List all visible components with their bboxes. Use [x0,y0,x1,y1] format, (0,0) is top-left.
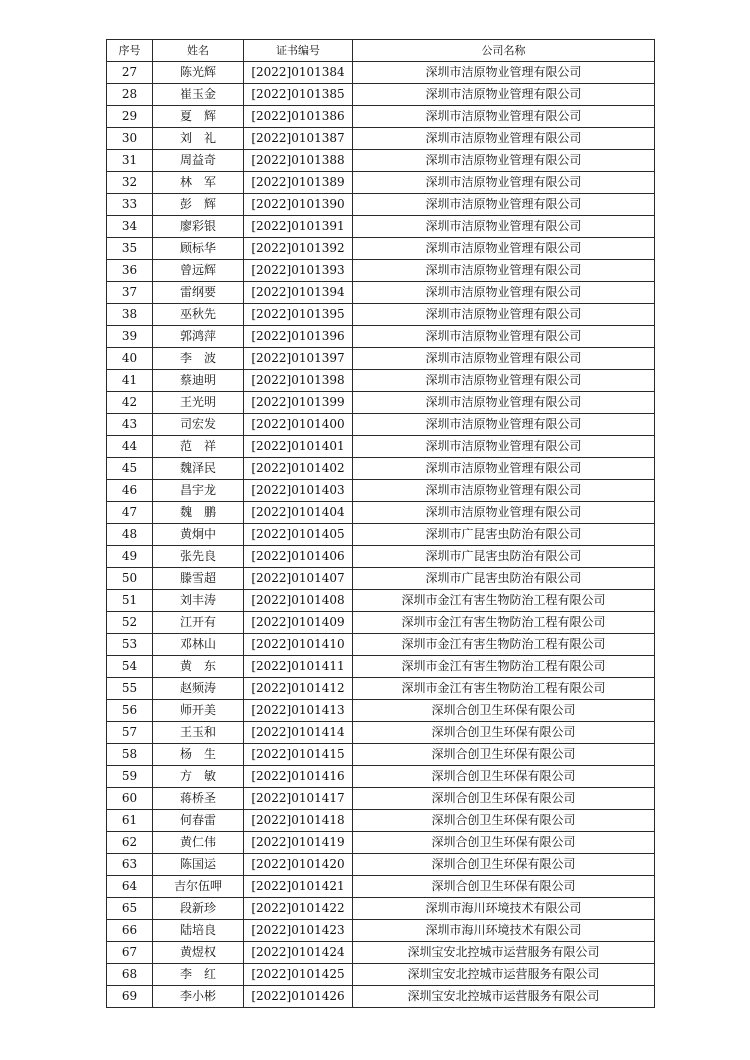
cell-company: 深圳市金江有害生物防治工程有限公司 [353,612,655,634]
cell-company: 深圳市洁原物业管理有限公司 [353,458,655,480]
cell-cert: [2022]0101396 [244,326,353,348]
cell-company: 深圳市洁原物业管理有限公司 [353,150,655,172]
cell-company: 深圳宝安北控城市运营服务有限公司 [353,986,655,1008]
cell-company: 深圳市洁原物业管理有限公司 [353,282,655,304]
cell-cert: [2022]0101405 [244,524,353,546]
cell-index: 58 [107,744,153,766]
cell-index: 55 [107,678,153,700]
cell-cert: [2022]0101384 [244,62,353,84]
cell-name: 江开有 [153,612,244,634]
table-row [107,986,655,1008]
cell-company: 深圳合创卫生环保有限公司 [353,744,655,766]
table-row [107,590,655,612]
cell-name: 巫秋先 [153,304,244,326]
header-cert: 证书编号 [244,40,353,62]
cell-cert: [2022]0101414 [244,722,353,744]
table-row [107,436,655,458]
cell-index: 57 [107,722,153,744]
cell-name: 郭鸿萍 [153,326,244,348]
cell-index: 42 [107,392,153,414]
cell-index: 39 [107,326,153,348]
table-row [107,656,655,678]
table-row [107,150,655,172]
table-row [107,458,655,480]
table-row [107,678,655,700]
cell-index: 30 [107,128,153,150]
header-row [107,40,655,62]
cell-company: 深圳市洁原物业管理有限公司 [353,84,655,106]
cell-cert: [2022]0101417 [244,788,353,810]
cell-index: 41 [107,370,153,392]
table-row [107,546,655,568]
cell-cert: [2022]0101392 [244,238,353,260]
cell-index: 40 [107,348,153,370]
cell-cert: [2022]0101398 [244,370,353,392]
cell-index: 49 [107,546,153,568]
cell-cert: [2022]0101397 [244,348,353,370]
cell-index: 68 [107,964,153,986]
cell-index: 27 [107,62,153,84]
certificate-table [106,39,655,1008]
cell-name: 李小彬 [153,986,244,1008]
table-row [107,282,655,304]
cell-name: 昌宇龙 [153,480,244,502]
cell-name: 司宏发 [153,414,244,436]
cell-cert: [2022]0101399 [244,392,353,414]
table-header [107,40,655,62]
cell-company: 深圳市洁原物业管理有限公司 [353,414,655,436]
header-company: 公司名称 [353,40,655,62]
cell-cert: [2022]0101393 [244,260,353,282]
cell-cert: [2022]0101407 [244,568,353,590]
cell-index: 62 [107,832,153,854]
cell-index: 69 [107,986,153,1008]
table-row [107,964,655,986]
cell-cert: [2022]0101403 [244,480,353,502]
cell-index: 37 [107,282,153,304]
cell-company: 深圳市洁原物业管理有限公司 [353,62,655,84]
cell-name: 彭 辉 [153,194,244,216]
cell-index: 56 [107,700,153,722]
header-index: 序号 [107,40,153,62]
table-row [107,524,655,546]
cell-cert: [2022]0101416 [244,766,353,788]
cell-name: 林 军 [153,172,244,194]
table-row [107,854,655,876]
cell-name: 段新珍 [153,898,244,920]
table-row [107,766,655,788]
cell-cert: [2022]0101387 [244,128,353,150]
table-row [107,876,655,898]
cell-cert: [2022]0101411 [244,656,353,678]
cell-name: 范 祥 [153,436,244,458]
cell-company: 深圳合创卫生环保有限公司 [353,788,655,810]
cell-index: 60 [107,788,153,810]
table-row [107,304,655,326]
cell-index: 50 [107,568,153,590]
cell-company: 深圳市金江有害生物防治工程有限公司 [353,590,655,612]
table-row [107,502,655,524]
cell-index: 33 [107,194,153,216]
cell-cert: [2022]0101412 [244,678,353,700]
cell-name: 何春雷 [153,810,244,832]
table-row [107,172,655,194]
table-row [107,634,655,656]
cell-company: 深圳市洁原物业管理有限公司 [353,326,655,348]
table-row [107,370,655,392]
table-row [107,832,655,854]
cell-cert: [2022]0101406 [244,546,353,568]
cell-cert: [2022]0101386 [244,106,353,128]
cell-name: 黄仁伟 [153,832,244,854]
cell-name: 顾标华 [153,238,244,260]
cell-name: 蒋桥圣 [153,788,244,810]
cell-cert: [2022]0101410 [244,634,353,656]
cell-company: 深圳合创卫生环保有限公司 [353,700,655,722]
cell-cert: [2022]0101402 [244,458,353,480]
cell-name: 雷纲要 [153,282,244,304]
cell-company: 深圳合创卫生环保有限公司 [353,722,655,744]
cell-name: 崔玉金 [153,84,244,106]
cell-company: 深圳市广昆害虫防治有限公司 [353,568,655,590]
cell-name: 赵频涛 [153,678,244,700]
cell-index: 54 [107,656,153,678]
table-row [107,568,655,590]
cell-company: 深圳市洁原物业管理有限公司 [353,238,655,260]
table-row [107,392,655,414]
header-name: 姓名 [153,40,244,62]
cell-company: 深圳合创卫生环保有限公司 [353,766,655,788]
table-row [107,106,655,128]
cell-name: 周益奇 [153,150,244,172]
cell-cert: [2022]0101391 [244,216,353,238]
cell-company: 深圳宝安北控城市运营服务有限公司 [353,964,655,986]
cell-company: 深圳市广昆害虫防治有限公司 [353,546,655,568]
cell-name: 陆培良 [153,920,244,942]
cell-index: 64 [107,876,153,898]
cell-company: 深圳市洁原物业管理有限公司 [353,502,655,524]
cell-name: 王玉和 [153,722,244,744]
cell-name: 滕雪超 [153,568,244,590]
cell-name: 黄煜权 [153,942,244,964]
table-row [107,700,655,722]
cell-index: 53 [107,634,153,656]
cell-index: 31 [107,150,153,172]
cell-company: 深圳市洁原物业管理有限公司 [353,194,655,216]
cell-name: 廖彩银 [153,216,244,238]
cell-company: 深圳合创卫生环保有限公司 [353,854,655,876]
table-row [107,612,655,634]
cell-company: 深圳市洁原物业管理有限公司 [353,392,655,414]
table-row [107,480,655,502]
cell-index: 44 [107,436,153,458]
table-row [107,128,655,150]
cell-cert: [2022]0101389 [244,172,353,194]
cell-cert: [2022]0101418 [244,810,353,832]
cell-index: 34 [107,216,153,238]
cell-index: 65 [107,898,153,920]
table-row [107,722,655,744]
cell-index: 32 [107,172,153,194]
cell-name: 陈光辉 [153,62,244,84]
cell-company: 深圳市洁原物业管理有限公司 [353,172,655,194]
cell-index: 29 [107,106,153,128]
cell-index: 28 [107,84,153,106]
cell-index: 66 [107,920,153,942]
cell-index: 35 [107,238,153,260]
cell-cert: [2022]0101400 [244,414,353,436]
cell-company: 深圳市洁原物业管理有限公司 [353,436,655,458]
cell-index: 61 [107,810,153,832]
table-row [107,84,655,106]
cell-company: 深圳市金江有害生物防治工程有限公司 [353,656,655,678]
cell-company: 深圳市洁原物业管理有限公司 [353,128,655,150]
cell-cert: [2022]0101425 [244,964,353,986]
cell-cert: [2022]0101388 [244,150,353,172]
cell-cert: [2022]0101419 [244,832,353,854]
cell-name: 王光明 [153,392,244,414]
table-body [107,62,655,1008]
cell-cert: [2022]0101422 [244,898,353,920]
table-row [107,238,655,260]
cell-company: 深圳市广昆害虫防治有限公司 [353,524,655,546]
cell-cert: [2022]0101395 [244,304,353,326]
cell-name: 蔡迪明 [153,370,244,392]
cell-index: 63 [107,854,153,876]
table-row [107,942,655,964]
cell-cert: [2022]0101426 [244,986,353,1008]
table-row [107,216,655,238]
cell-name: 黄 东 [153,656,244,678]
cell-index: 48 [107,524,153,546]
cell-name: 魏 鹏 [153,502,244,524]
cell-name: 刘 礼 [153,128,244,150]
cell-company: 深圳市洁原物业管理有限公司 [353,370,655,392]
cell-index: 45 [107,458,153,480]
table-row [107,788,655,810]
cell-company: 深圳市金江有害生物防治工程有限公司 [353,634,655,656]
cell-name: 吉尔伍呷 [153,876,244,898]
cell-company: 深圳市洁原物业管理有限公司 [353,216,655,238]
cell-name: 刘丰涛 [153,590,244,612]
cell-name: 张先良 [153,546,244,568]
cell-index: 59 [107,766,153,788]
cell-company: 深圳市海川环境技术有限公司 [353,920,655,942]
cell-name: 杨 生 [153,744,244,766]
cell-name: 邓林山 [153,634,244,656]
table-row [107,348,655,370]
cell-index: 38 [107,304,153,326]
cell-name: 李 红 [153,964,244,986]
cell-cert: [2022]0101421 [244,876,353,898]
cell-company: 深圳市洁原物业管理有限公司 [353,260,655,282]
cell-index: 36 [107,260,153,282]
cell-index: 52 [107,612,153,634]
cell-company: 深圳市金江有害生物防治工程有限公司 [353,678,655,700]
cell-cert: [2022]0101394 [244,282,353,304]
table-row [107,898,655,920]
cell-cert: [2022]0101423 [244,920,353,942]
cell-name: 李 波 [153,348,244,370]
cell-cert: [2022]0101390 [244,194,353,216]
cell-cert: [2022]0101424 [244,942,353,964]
cell-name: 夏 辉 [153,106,244,128]
table-row [107,62,655,84]
cell-index: 46 [107,480,153,502]
cell-name: 陈国运 [153,854,244,876]
cell-company: 深圳宝安北控城市运营服务有限公司 [353,942,655,964]
table-row [107,744,655,766]
cell-cert: [2022]0101401 [244,436,353,458]
table-row [107,920,655,942]
cell-company: 深圳合创卫生环保有限公司 [353,876,655,898]
cell-company: 深圳市洁原物业管理有限公司 [353,348,655,370]
cell-index: 51 [107,590,153,612]
cell-company: 深圳合创卫生环保有限公司 [353,810,655,832]
cell-name: 曾远辉 [153,260,244,282]
cell-index: 67 [107,942,153,964]
cell-cert: [2022]0101385 [244,84,353,106]
cell-cert: [2022]0101415 [244,744,353,766]
table-row [107,260,655,282]
cell-cert: [2022]0101404 [244,502,353,524]
cell-index: 47 [107,502,153,524]
table-row [107,194,655,216]
cell-name: 黄炯中 [153,524,244,546]
cell-company: 深圳市洁原物业管理有限公司 [353,480,655,502]
cell-name: 魏泽民 [153,458,244,480]
table-row [107,414,655,436]
cell-index: 43 [107,414,153,436]
cell-company: 深圳合创卫生环保有限公司 [353,832,655,854]
cell-cert: [2022]0101413 [244,700,353,722]
cell-cert: [2022]0101409 [244,612,353,634]
cell-company: 深圳市洁原物业管理有限公司 [353,304,655,326]
cell-company: 深圳市洁原物业管理有限公司 [353,106,655,128]
cell-cert: [2022]0101408 [244,590,353,612]
cell-cert: [2022]0101420 [244,854,353,876]
cell-company: 深圳市海川环境技术有限公司 [353,898,655,920]
cell-name: 方 敏 [153,766,244,788]
table-row [107,326,655,348]
table-row [107,810,655,832]
cell-name: 师开美 [153,700,244,722]
